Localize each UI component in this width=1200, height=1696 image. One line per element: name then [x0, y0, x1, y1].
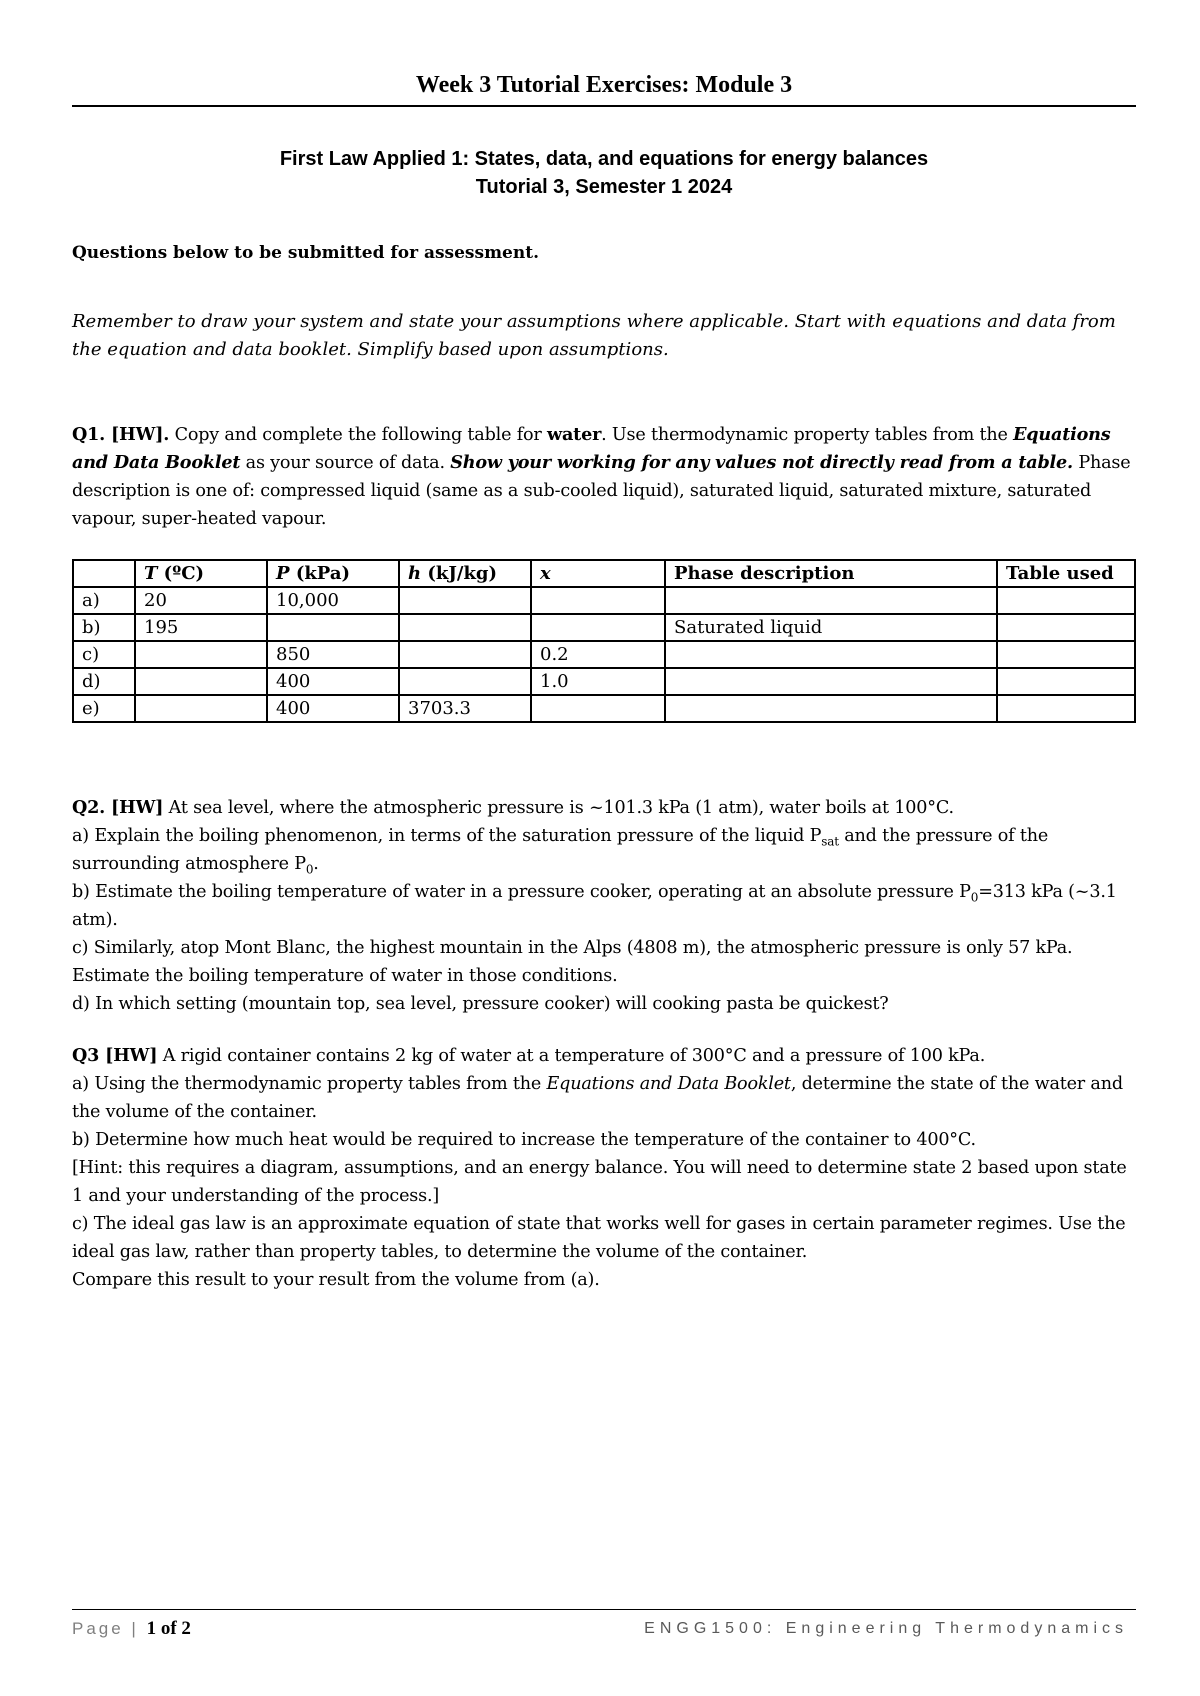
cell-pressure: 400 [267, 668, 399, 695]
page-number: 1 of 2 [146, 1618, 191, 1639]
cell-phase: Saturated liquid [665, 614, 997, 641]
cell-quality: 1.0 [531, 668, 665, 695]
header-quality: x [531, 560, 665, 587]
row-label: a) [73, 587, 135, 614]
cell-temperature [135, 641, 267, 668]
q3-intro: A rigid container contains 2 kg of water at a temperature of 300°C and a pressure of 100 kPa. [157, 1046, 986, 1066]
q2-part-d: d) In which setting (mountain top, sea level, pressure cooker) will cooking pasta be quickest? [72, 994, 889, 1014]
cell-quality [531, 695, 665, 722]
cell-enthalpy [399, 587, 531, 614]
cell-phase [665, 695, 997, 722]
cell-enthalpy [399, 668, 531, 695]
cell-pressure: 10,000 [267, 587, 399, 614]
cell-table-used [997, 614, 1135, 641]
cell-table-used [997, 641, 1135, 668]
q1-show-working: Show your working for any values not directly read from a table. [450, 452, 1073, 473]
q1-text-2: . Use thermodynamic property tables from the [601, 425, 1014, 445]
course-footer: ENGG1500: Engineering Thermodynamics [644, 1620, 1128, 1637]
title-divider [72, 105, 1136, 107]
subtitle-block [72, 145, 1136, 201]
q2-label: Q2. [HW] [72, 797, 164, 818]
q3-hint: [Hint: this requires a diagram, assumptions, and an energy balance. You will need to determine state 2 based upon state 1 and your understanding of the process.] [72, 1158, 1127, 1206]
q1-booklet: Equations and Data Booklet [72, 424, 1111, 473]
cell-quality [531, 587, 665, 614]
cell-pressure: 850 [267, 641, 399, 668]
table-row [73, 695, 1135, 722]
table-row [73, 587, 1135, 614]
cell-temperature [135, 668, 267, 695]
table-row [73, 614, 1135, 641]
q2-part-b: b) Estimate the boiling temperature of water in a pressure cooker, operating at an absolute pressure $P_0=313$ kPa (~3.1 atm). [72, 882, 1117, 930]
row-label: e) [73, 695, 135, 722]
footer-divider [72, 1609, 1136, 1610]
cell-enthalpy [399, 614, 531, 641]
question-1 [72, 421, 1136, 533]
subtitle-line-1: First Law Applied 1: States, data, and equations for energy balances [279, 148, 929, 170]
reminder-text: Remember to draw your system and state your assumptions where applicable. Start with equations and data from the equation and data booklet. Simplify based upon assumptions. [72, 311, 1116, 360]
table-row [73, 641, 1135, 668]
q2-part-c: c) Similarly, atop Mont Blanc, the highest mountain in the Alps (4808 m), the atmospheric pressure is only 57 kPa. Estimate the boiling temperature of water in those conditions. [72, 938, 1073, 986]
cell-enthalpy [399, 641, 531, 668]
q3-part-b: b) Determine how much heat would be required to increase the temperature of the container to 400°C. [72, 1130, 976, 1150]
q3-part-c: c) The ideal gas law is an approximate equation of state that works well for gases in certain parameter regimes. Use the ideal gas law, rather than property tables, to determine the volume of the container. [72, 1214, 1126, 1262]
q1-text-4: Phase description is one of: compressed liquid (same as a sub-cooled liquid), saturated liquid, saturated mixture, saturated vapour, super-heated vapour. [72, 453, 1131, 529]
cell-quality: 0.2 [531, 641, 665, 668]
table-header-row [73, 560, 1135, 587]
cell-table-used [997, 695, 1135, 722]
cell-phase [665, 641, 997, 668]
cell-quality [531, 614, 665, 641]
q1-water: water [547, 424, 602, 445]
header-enthalpy: h (kJ/kg) [399, 560, 531, 587]
cell-table-used [997, 587, 1135, 614]
header-table-used: Table used [997, 560, 1135, 587]
cell-temperature: 20 [135, 587, 267, 614]
page-title: Week 3 Tutorial Exercises: Module 3 [415, 72, 793, 98]
q3-compare: Compare this result to your result from the volume from (a). [72, 1270, 600, 1290]
q1-label: Q1. [HW]. [72, 424, 170, 445]
table-row [73, 668, 1135, 695]
q1-text-1: Copy and complete the following table for [169, 425, 547, 445]
header-phase: Phase description [665, 560, 997, 587]
header-pressure: P (kPa) [267, 560, 399, 587]
cell-enthalpy: 3703.3 [399, 695, 531, 722]
cell-pressure [267, 614, 399, 641]
header-row-label [73, 560, 135, 587]
property-table [72, 559, 1136, 723]
row-label: d) [73, 668, 135, 695]
cell-temperature: 195 [135, 614, 267, 641]
q3-label: Q3 [HW] [72, 1045, 158, 1066]
cell-temperature [135, 695, 267, 722]
cell-phase [665, 668, 997, 695]
page-word: Page | [72, 1619, 147, 1638]
q1-text-3: as your source of data. [240, 453, 451, 473]
page-number-footer [72, 1618, 191, 1640]
header-temperature: T (ºC) [135, 560, 267, 587]
cell-phase [665, 587, 997, 614]
subtitle-line-2: Tutorial 3, Semester 1 2024 [475, 176, 733, 198]
assessment-note: Questions below to be submitted for assessment. [72, 243, 540, 263]
cell-pressure: 400 [267, 695, 399, 722]
cell-table-used [997, 668, 1135, 695]
question-3 [72, 1042, 1136, 1294]
row-label: b) [73, 614, 135, 641]
question-2 [72, 794, 1136, 1018]
q3-part-a: a) Using the thermodynamic property tables from the Equations and Data Booklet, determine the state of the water and the volume of the container. [72, 1074, 1123, 1122]
q2-intro: At sea level, where the atmospheric pressure is ~101.3 kPa (1 atm), water boils at 100°C. [163, 798, 954, 818]
row-label: c) [73, 641, 135, 668]
q2-part-a: a) Explain the boiling phenomenon, in terms of the saturation pressure of the liquid $P_{sat}$ and the pressure of the surrounding atmosphere $P_0$. [72, 826, 1049, 877]
